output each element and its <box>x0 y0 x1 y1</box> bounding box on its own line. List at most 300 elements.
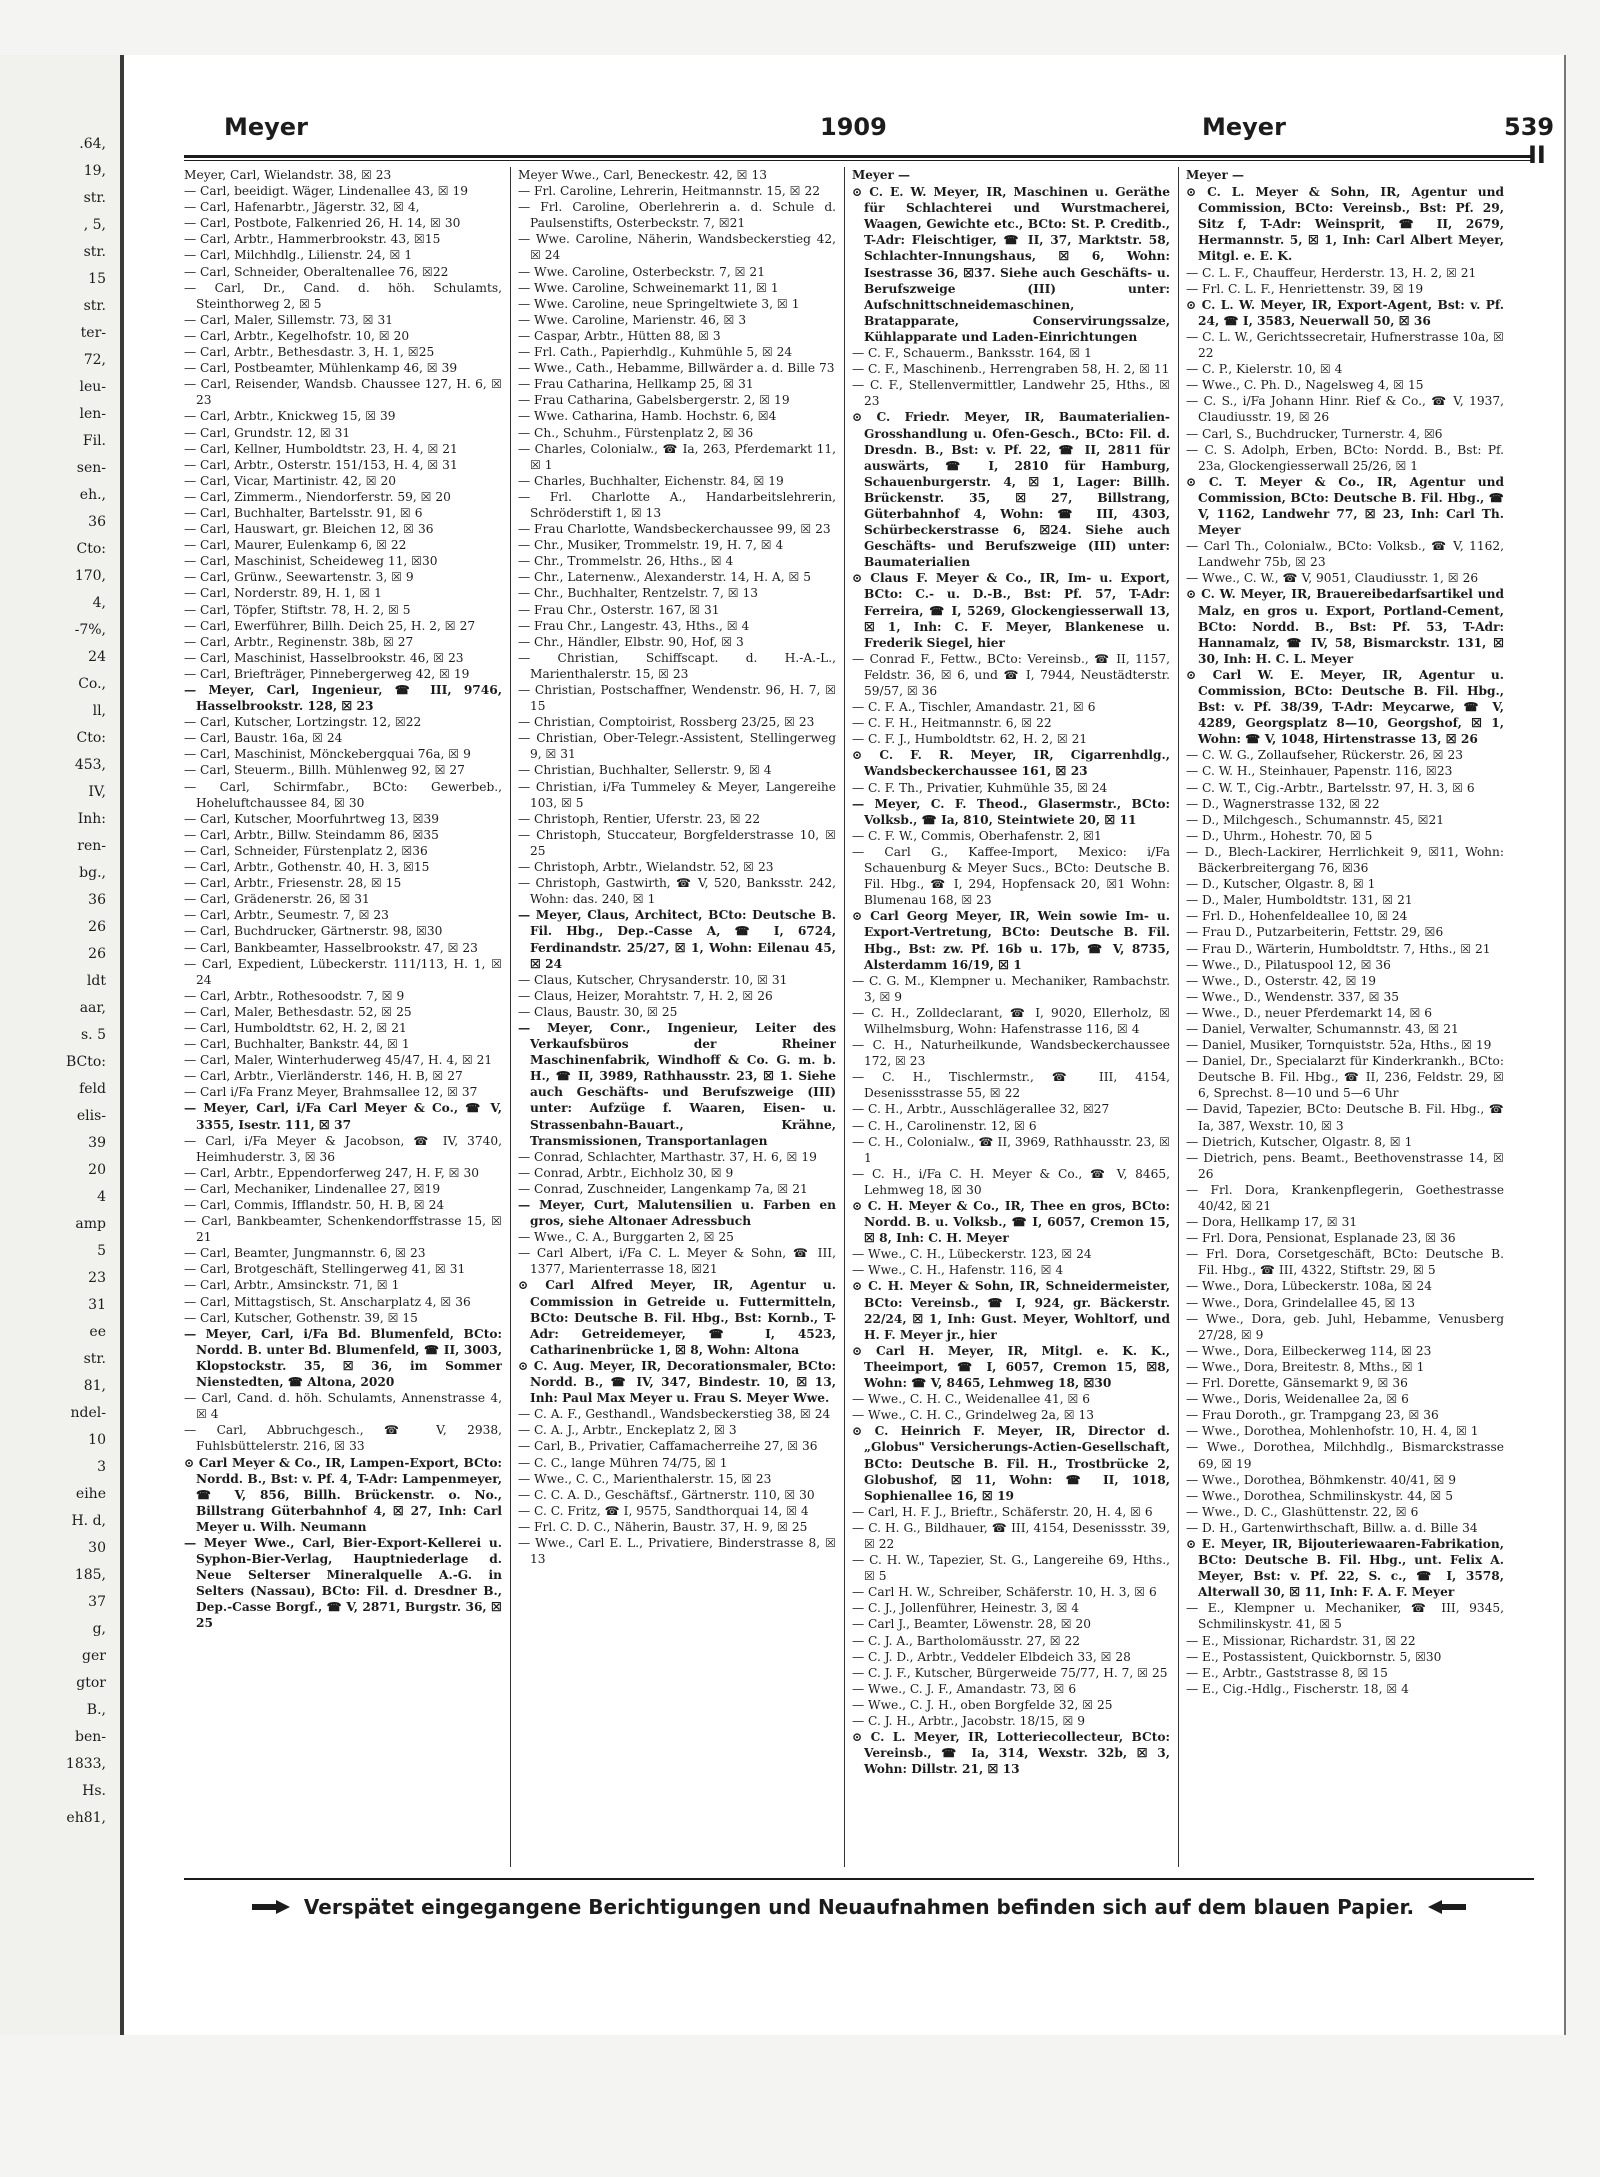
margin-fragment: Cto: <box>76 730 106 746</box>
directory-entry: — Wwe., C. C., Marienthalerstr. 15, ☒ 23 <box>518 1471 772 1486</box>
directory-entry: — C. H. W., Tapezier, St. G., Langereihe 69, Hths., ☒ 5 <box>852 1553 1170 1584</box>
margin-fragment: ren- <box>77 838 106 854</box>
margin-fragment: ldt <box>86 973 106 989</box>
directory-entry: — C. S., i/Fa Johann Hinr. Rief & Co., ☎ V, 1937, Claudiusstr. 19, ☒ 26 <box>1186 394 1504 425</box>
directory-entry: — C. F. A., Tischler, Amandastr. 21, ☒ 6 <box>852 700 1096 715</box>
directory-entry: — Wwe., Doris, Weidenallee 2a, ☒ 6 <box>1186 1392 1409 1407</box>
directory-entry: — Carl, Postbote, Falkenried 26, H. 14, ☒ 30 <box>184 216 461 231</box>
directory-entry: — Carl, Baustr. 16a, ☒ 24 <box>184 731 343 746</box>
directory-entry: — Carl, Buchhalter, Bankstr. 44, ☒ 1 <box>184 1037 410 1052</box>
directory-entry: — Conrad, Schlachter, Marthastr. 37, H. 6, ☒ 19 <box>518 1149 817 1164</box>
directory-entry: — Carl, Arbtr., Gothenstr. 40, H. 3, ☒15 <box>184 860 430 875</box>
directory-entry: — Carl, Kutscher, Lortzingstr. 12, ☒22 <box>184 715 422 730</box>
margin-fragment: ll, <box>92 703 106 719</box>
directory-entry: — Daniel, Musiker, Tornquiststr. 52a, Hths., ☒ 19 <box>1186 1038 1492 1053</box>
directory-entry: — Frl. Dora, Pensionat, Esplanade 23, ☒ 36 <box>1186 1231 1456 1246</box>
directory-entry: — Carl, Grünw., Seewartenstr. 3, ☒ 9 <box>184 570 414 585</box>
directory-entry: — Carl, Arbtr., Eppendorferweg 247, H. F, ☒ 30 <box>184 1165 479 1180</box>
directory-entry: — Charles, Buchhalter, Eichenstr. 84, ☒ 19 <box>518 473 784 488</box>
directory-entry: — Wwe., Dora, geb. Juhl, Hebamme, Venusberg 27/28, ☒ 9 <box>1186 1311 1504 1342</box>
margin-fragment: 15 <box>88 271 106 287</box>
directory-entry: — Carl, Maler, Bethesdastr. 52, ☒ 25 <box>184 1004 412 1019</box>
column-2 <box>518 167 836 1867</box>
directory-entry: — C. A. J., Arbtr., Enckeplatz 2, ☒ 3 <box>518 1423 737 1438</box>
margin-fragment: str. <box>83 190 106 206</box>
directory-entry: — Carl, Hafenarbtr., Jägerstr. 32, ☒ 4, <box>184 200 420 215</box>
directory-entry: — Carl J., Beamter, Löwenstr. 28, ☒ 20 <box>852 1617 1092 1632</box>
directory-entry: — Meyer, Carl, i/Fa Bd. Blumenfeld, BCto: Nordd. B. unter Bd. Blumenfeld, ☎ II, 3003, Klopstockstr. 35, ☒ 36, im Sommer Nienstedten, ☎ Altona, 2020 <box>184 1326 502 1390</box>
footer <box>184 1887 1534 1927</box>
directory-entry: — Wwe., C. H., Hafenstr. 116, ☒ 4 <box>852 1263 1064 1278</box>
directory-entry: ⊙ E. Meyer, IR, Bijouteriewaaren-Fabrikation, BCto: Deutsche B. Fil. Hbg., unt. Felix A. Meyer, Bst: v. Pf. 22, S. c., ☎ I, 3578, Alterwall 30, ☒ 11, Inh: F. A. F. Meyer <box>1186 1536 1504 1600</box>
directory-entry: — Christian, Ober-Telegr.-Assistent, Stellingerweg 9, ☒ 31 <box>518 731 836 762</box>
directory-entry: — C. W. G., Zollaufseher, Rückerstr. 26, ☒ 23 <box>1186 748 1463 763</box>
directory-entry: — Carl, Maler, Sillemstr. 73, ☒ 31 <box>184 312 393 327</box>
directory-entry: — Carl, Brotgeschäft, Stellingerweg 41, ☒ 31 <box>184 1262 466 1277</box>
directory-entry: — D., Milchgesch., Schumannstr. 45, ☒21 <box>1186 812 1445 827</box>
directory-entry: — Frl. Dora, Krankenpflegerin, Goethestrasse 40/42, ☒ 21 <box>1186 1182 1504 1213</box>
directory-entry: — C. F. W., Commis, Oberhafenstr. 2, ☒1 <box>852 828 1102 843</box>
directory-entry: ⊙ C. Heinrich F. Meyer, IR, Director d. „Globus" Versicherungs-Actien-Gesellschaft, BCto: Deutsche B. Fil. H., Trostbrücke 2, Globushof, ☒ 11, Wohn: ☎ II, 1018, Sophienallee 16, ☒ 19 <box>852 1424 1170 1503</box>
margin-fragment: 36 <box>88 892 106 908</box>
directory-entry: — Frau Catharina, Gabelsbergerstr. 2, ☒ 19 <box>518 393 790 408</box>
directory-entry: — Wwe., D., Wendenstr. 337, ☒ 35 <box>1186 989 1399 1004</box>
directory-entry: — Daniel, Dr., Specialarzt für Kinderkrankh., BCto: Deutsche B. Fil. Hbg., ☎ II, 236, Feldstr. 29, ☒ 6, Sprechst. 8—10 und 5—6 Uhr <box>1186 1054 1504 1101</box>
directory-entry: — C. H., Zolldeclarant, ☎ I, 9020, Ellerholz, ☒ Wilhelmsburg, Wohn: Hafenstrasse 116, ☒ 4 <box>852 1005 1170 1036</box>
directory-entry: — Carl, Arbtr., Hammerbrookstr. 43, ☒15 <box>184 232 441 247</box>
directory-entry: — C. C. A. D., Geschäftsf., Gärtnerstr. 110, ☒ 30 <box>518 1487 815 1502</box>
running-head <box>184 113 1555 169</box>
directory-entry: — C. F. Th., Privatier, Kuhmühle 35, ☒ 24 <box>852 780 1108 795</box>
directory-entry: — Carl, Milchhdlg., Lilienstr. 24, ☒ 1 <box>184 248 413 263</box>
margin-fragment: 39 <box>88 1135 106 1151</box>
directory-entry: — Christoph, Arbtr., Wielandstr. 52, ☒ 23 <box>518 860 774 875</box>
directory-entry: — C. C. Fritz, ☎ I, 9575, Sandthorquai 14, ☒ 4 <box>518 1503 809 1518</box>
directory-entry: — Frau D., Wärterin, Humboldtstr. 7, Hths., ☒ 21 <box>1186 941 1491 956</box>
directory-entry: — Wwe., Dora, Grindelallee 45, ☒ 13 <box>1186 1295 1415 1310</box>
directory-entry: — Dietrich, pens. Beamt., Beethovenstrasse 14, ☒ 26 <box>1186 1150 1504 1181</box>
column-heading: Meyer — <box>852 168 911 182</box>
directory-entry: — Carl, Beamter, Jungmannstr. 6, ☒ 23 <box>184 1246 426 1261</box>
directory-entry: — Carl, i/Fa Meyer & Jacobson, ☎ IV, 3740, Heimhuderstr. 3, ☒ 36 <box>184 1133 502 1164</box>
directory-entry: — Meyer, Conr., Ingenieur, Leiter des Verkaufsbüros der Rheiner Maschinenfabrik, Windhoff & Co. G. m. b. H., ☎ II, 3989, Rathhausstr. 23, ☒ 1. Siehe auch Geschäfts- und Berufszweige (III) unter: Aufzüge f. Waaren, Eisen- u. Strassenbahn-Bauart., Krähne, Transmissionen, Transportanlagen <box>518 1020 836 1148</box>
margin-fragment: 37 <box>88 1594 106 1610</box>
directory-entry: — Frau Doroth., gr. Trampgang 23, ☒ 36 <box>1186 1408 1439 1423</box>
directory-entry: — Christian, Schiffscapt. d. H.-A.-L., Marienthalerstr. 15, ☒ 23 <box>518 650 836 681</box>
directory-entry: ⊙ C. W. Meyer, IR, Brauereibedarfsartikel und Malz, en gros u. Export, Portland-Cement, BCto: Nordd. B., Bst: Pf. 53, T-Adr: Hannamalz, ☎ IV, 58, Bismarckstr. 131, ☒ 30, Inh: H. C. L. Meyer <box>1186 587 1504 666</box>
directory-entry: — Wwe. Caroline, Osterbeckstr. 7, ☒ 21 <box>518 264 765 279</box>
column-1 <box>184 167 502 1867</box>
margin-fragment: 185, <box>74 1567 106 1583</box>
margin-fragment: eihe <box>75 1486 106 1502</box>
margin-fragment: gtor <box>76 1675 106 1691</box>
directory-page <box>124 55 1566 2035</box>
directory-entry: — Carl Albert, i/Fa C. L. Meyer & Sohn, ☎ III, 1377, Marienterrasse 18, ☒21 <box>518 1246 836 1277</box>
directory-entry: — Carl, Kutscher, Moorfuhrtweg 13, ☒39 <box>184 811 440 826</box>
directory-entry: — Christoph, Rentier, Uferstr. 23, ☒ 22 <box>518 811 761 826</box>
directory-entry: Meyer Wwe., Carl, Beneckestr. 42, ☒ 13 <box>518 168 767 182</box>
directory-entry: — Claus, Kutscher, Chrysanderstr. 10, ☒ 31 <box>518 972 788 987</box>
directory-entry: — Carl, Arbtr., Friesenstr. 28, ☒ 15 <box>184 876 402 891</box>
directory-entry: — Wwe., D., Osterstr. 42, ☒ 19 <box>1186 973 1376 988</box>
directory-entry: — Wwe., C. W., ☎ V, 9051, Claudiusstr. 1, ☒ 26 <box>1186 571 1479 586</box>
directory-entry: — Carl, Kellner, Humboldtstr. 23, H. 4, ☒ 21 <box>184 441 458 456</box>
margin-fragment: 10 <box>88 1432 106 1448</box>
directory-entry: — C. F., Stellenvermittler, Landwehr 25, Hths., ☒ 23 <box>852 378 1170 409</box>
directory-entry: — C. J. D., Arbtr., Veddeler Elbdeich 33, ☒ 28 <box>852 1649 1131 1664</box>
margin-fragment: Co., <box>78 676 106 692</box>
directory-entry: — Frau Charlotte, Wandsbeckerchaussee 99, ☒ 23 <box>518 522 831 537</box>
margin-fragment: .64, <box>79 136 106 152</box>
directory-entry: — C. H., i/Fa C. H. Meyer & Co., ☎ V, 8465, Lehmweg 18, ☒ 30 <box>852 1166 1170 1197</box>
directory-entry: — Carl, Arbtr., Billw. Steindamm 86, ☒35 <box>184 827 439 842</box>
directory-entry: — C. J., Jollenführer, Heinestr. 3, ☒ 4 <box>852 1601 1080 1616</box>
directory-entry: — C. H., Naturheilkunde, Wandsbeckerchaussee 172, ☒ 23 <box>852 1038 1170 1069</box>
margin-fragment: aar, <box>79 1000 106 1016</box>
column-divider <box>1178 167 1179 1867</box>
margin-fragment: B., <box>86 1702 106 1718</box>
margin-fragment: ndel- <box>70 1405 106 1421</box>
margin-fragment: bg., <box>79 865 106 881</box>
directory-entry: ⊙ C. H. Meyer & Co., IR, Thee en gros, BCto: Nordd. B. u. Volksb., ☎ I, 6057, Cremon 15, ☒ 8, Inh: C. H. Meyer <box>852 1199 1170 1246</box>
directory-entry: — D. H., Gartenwirthschaft, Billw. a. d. Bille 34 <box>1186 1520 1478 1535</box>
directory-entry: — Carl, Steuerm., Billh. Mühlenweg 92, ☒ 27 <box>184 763 465 778</box>
directory-entry: — Wwe., Dora, Eilbeckerweg 114, ☒ 23 <box>1186 1343 1432 1358</box>
directory-entry: — Carl Th., Colonialw., BCto: Volksb., ☎ V, 1162, Landwehr 75b, ☒ 23 <box>1186 539 1504 570</box>
directory-entry: — Wwe., D., neuer Pferdemarkt 14, ☒ 6 <box>1186 1005 1433 1020</box>
header-left-name: Meyer <box>224 113 308 141</box>
directory-entry: — Carl, Arbtr., Osterstr. 151/153, H. 4, ☒ 31 <box>184 457 458 472</box>
directory-entry: — C. H., Carolinenstr. 12, ☒ 6 <box>852 1118 1037 1133</box>
column-divider <box>510 167 511 1867</box>
column-3 <box>852 167 1170 1867</box>
directory-entry: — Claus, Heizer, Morahtstr. 7, H. 2, ☒ 26 <box>518 988 773 1003</box>
directory-entry: — Christoph, Stuccateur, Borgfelderstrasse 10, ☒ 25 <box>518 827 836 858</box>
directory-entry: — C. S. Adolph, Erben, BCto: Nordd. B., Bst: Pf. 23a, Glockengiesserwall 25/26, ☒ 1 <box>1186 442 1504 473</box>
directory-entry: — Carl, Norderstr. 89, H. 1, ☒ 1 <box>184 586 382 601</box>
margin-fragment: 4, <box>92 595 106 611</box>
directory-entry: — Carl, Arbtr., Amsinckstr. 71, ☒ 1 <box>184 1278 400 1293</box>
directory-entry: — Carl, Maurer, Eulenkamp 6, ☒ 22 <box>184 538 407 553</box>
directory-entry: — Conrad F., Fettw., BCto: Vereinsb., ☎ II, 1157, Feldstr. 36, ☒ 6, und ☎ I, 7944, Neustädterstr. 59/57, ☒ 36 <box>852 651 1170 698</box>
margin-fragment: eh., <box>79 487 106 503</box>
margin-fragment: ger <box>82 1648 106 1664</box>
directory-entry: — Carl, Mechaniker, Lindenallee 27, ☒19 <box>184 1181 441 1196</box>
directory-entry: — Wwe., D., Pilatuspool 12, ☒ 36 <box>1186 957 1391 972</box>
directory-entry: — Carl, Humboldtstr. 62, H. 2, ☒ 21 <box>184 1020 407 1035</box>
margin-fragment: str. <box>83 1351 106 1367</box>
header-year: 1909 <box>820 113 887 141</box>
margin-fragment: 24 <box>88 649 106 665</box>
directory-entry: — E., Missionar, Richardstr. 31, ☒ 22 <box>1186 1633 1416 1648</box>
directory-entry: — Frau D., Putzarbeiterin, Fettstr. 29, ☒6 <box>1186 925 1444 940</box>
margin-fragment: eh81, <box>66 1810 106 1826</box>
directory-entry: — C. F., Maschinenb., Herrengraben 58, H. 2, ☒ 11 <box>852 362 1170 377</box>
directory-entry: — D., Kutscher, Olgastr. 8, ☒ 1 <box>1186 877 1376 892</box>
margin-fragment: 19, <box>83 163 106 179</box>
directory-entry: — Carl, Abbruchgesch., ☎ V, 2938, Fuhlsbüttelerstr. 216, ☒ 33 <box>184 1423 502 1454</box>
directory-entry: — Meyer, Curt, Malutensilien u. Farben en gros, siehe Altonaer Adressbuch <box>518 1198 836 1229</box>
directory-entry: ⊙ Carl H. Meyer, IR, Mitgl. e. K. K., Theeimport, ☎ I, 6057, Cremon 15, ☒8, Wohn: ☎ V, 8465, Lehmweg 18, ☒30 <box>852 1343 1170 1391</box>
directory-entry: — Meyer, Claus, Architect, BCto: Deutsche B. Fil. Hbg., Dep.-Casse A, ☎ I, 6724, Ferdinandstr. 25/27, ☒ 1, Wohn: Eilenau 45, ☒ 24 <box>518 908 836 971</box>
page-number: 539—II <box>1504 113 1555 169</box>
directory-entry: Meyer, Carl, Wielandstr. 38, ☒ 23 <box>184 168 392 182</box>
header-right-name: Meyer <box>1202 113 1286 141</box>
directory-entry: — Carl, Arbtr., Vierländerstr. 146, H. B, ☒ 27 <box>184 1069 463 1084</box>
directory-entry: — Wwe., Carl E. L., Privatiere, Binderstrasse 8, ☒ 13 <box>518 1535 836 1567</box>
directory-entry: — Wwe., C. H. C., Weidenallee 41, ☒ 6 <box>852 1392 1091 1407</box>
directory-entry: ⊙ Carl Alfred Meyer, IR, Agentur u. Commission in Getreide u. Futtermitteln, BCto: Deutsche B. Fil. Hbg., Bst: Kornb., T-Adr: Getreidemeyer, ☎ I, 4523, Catharinenbrücke 1, ☒ 8, Wohn: Altona <box>518 1278 836 1357</box>
directory-entry: ⊙ C. Aug. Meyer, IR, Decorationsmaler, BCto: Nordd. B., ☎ IV, 347, Bindestr. 10, ☒ 13, Inh: Paul Max Meyer u. Frau S. Meyer Wwe. <box>518 1358 836 1406</box>
directory-entry: — Chr., Laternenw., Alexanderstr. 14, H. A, ☒ 5 <box>518 570 812 585</box>
directory-entry: — Carl, Grundstr. 12, ☒ 31 <box>184 425 351 440</box>
directory-entry: — Wwe. Catharina, Hamb. Hochstr. 6, ☒4 <box>518 409 777 424</box>
directory-entry: — C. G. M., Klempner u. Mechaniker, Rambachstr. 3, ☒ 9 <box>852 973 1170 1004</box>
directory-entry: — Carl, Postbeamter, Mühlenkamp 46, ☒ 39 <box>184 361 458 376</box>
directory-entry: — Carl, Vicar, Martinistr. 42, ☒ 20 <box>184 473 396 488</box>
directory-entry: — Carl, Schneider, Oberaltenallee 76, ☒22 <box>184 264 449 279</box>
margin-fragment: 4 <box>97 1189 106 1205</box>
pointing-hand-left-icon <box>1426 1898 1468 1916</box>
directory-entry: — C. L. W., Gerichtssecretair, Hufnerstrasse 10a, ☒ 22 <box>1186 329 1504 361</box>
directory-entry: — Dora, Hellkamp 17, ☒ 31 <box>1186 1215 1358 1230</box>
directory-entry: — Frl. Dorette, Gänsemarkt 9, ☒ 36 <box>1186 1376 1408 1391</box>
directory-entry: — Charles, Colonialw., ☎ Ia, 263, Pferdemarkt 11, ☒ 1 <box>518 441 836 472</box>
margin-fragment: 1833, <box>65 1756 106 1772</box>
directory-entry: — Wwe., Dorothea, Böhmkenstr. 40/41, ☒ 9 <box>1186 1472 1457 1487</box>
directory-entry: — Wwe., Dorothea, Milchhdlg., Bismarckstrasse 69, ☒ 19 <box>1186 1440 1504 1471</box>
directory-entry: — C. H., Tischlermstr., ☎ III, 4154, Desenissstrasse 55, ☒ 22 <box>852 1070 1170 1101</box>
directory-entry: ⊙ C. T. Meyer & Co., IR, Agentur und Commission, BCto: Deutsche B. Fil. Hbg., ☎ V, 1162, Landwehr 77, ☒ 23, Inh: Carl Th. Meyer <box>1186 474 1504 538</box>
directory-entry: — C. J. A., Bartholomäusstr. 27, ☒ 22 <box>852 1633 1081 1648</box>
directory-entry: — Wwe., C. J. F., Amandastr. 73, ☒ 6 <box>852 1681 1077 1696</box>
directory-entry: — C. L. F., Chauffeur, Herderstr. 13, H. 2, ☒ 21 <box>1186 265 1477 280</box>
directory-entry: — Wwe., C. Ph. D., Nagelsweg 4, ☒ 15 <box>1186 378 1424 393</box>
directory-entry: — Carl, Arbtr., Reginenstr. 38b, ☒ 27 <box>184 634 414 649</box>
margin-fragment: 20 <box>88 1162 106 1178</box>
directory-entry: — Chr., Musiker, Trommelstr. 19, H. 7, ☒ 4 <box>518 538 784 553</box>
directory-entry: — C. C., lange Mühren 74/75, ☒ 1 <box>518 1455 728 1470</box>
margin-fragment: ben- <box>75 1729 106 1745</box>
directory-entry: — C. H., Arbtr., Ausschlägerallee 32, ☒27 <box>852 1102 1110 1117</box>
directory-entry: — Carl, Arbtr., Knickweg 15, ☒ 39 <box>184 409 396 424</box>
directory-entry: — Wwe., Dorothea, Schmilinskystr. 44, ☒ 5 <box>1186 1488 1453 1503</box>
directory-entry: ⊙ Carl Georg Meyer, IR, Wein sowie Im- u. Export-Vertretung, BCto: Deutsche B. Fil. Hbg., Bst: zw. Pf. 16b u. 17b, ☎ V, 8735, Alsterdamm 16/19, ☒ 1 <box>852 909 1170 972</box>
directory-entry: — Carl, Schirmfabr., BCto: Gewerbeb., Hoheluftchaussee 84, ☒ 30 <box>184 779 502 810</box>
directory-entry: — Daniel, Verwalter, Schumannstr. 43, ☒ 21 <box>1186 1021 1459 1036</box>
directory-entry: — Frl. C. L. F., Henriettenstr. 39, ☒ 19 <box>1186 281 1424 296</box>
directory-entry: — C. J. H., Arbtr., Jacobstr. 18/15, ☒ 9 <box>852 1714 1085 1728</box>
margin-fragment: ee <box>89 1324 106 1340</box>
directory-entry: — Frau Chr., Osterstr. 167, ☒ 31 <box>518 602 720 617</box>
margin-fragment: Hs. <box>82 1783 106 1799</box>
directory-entry: ⊙ Carl W. E. Meyer, IR, Agentur u. Commission, BCto: Deutsche B. Fil. Hbg., Bst: v. Pf. 38/39, T-Adr: Meycarwe, ☎ V, 4289, Georgsplatz 8—10, Georgshof, ☒ 1, Wohn: ☎ V, 1048, Hirtenstrasse 13, ☒ 26 <box>1186 667 1504 747</box>
margin-fragment: -7%, <box>74 622 106 638</box>
directory-entry: — Carl, Schneider, Fürstenplatz 2, ☒36 <box>184 843 428 858</box>
margin-fragment: ter- <box>80 325 106 341</box>
directory-entry: — Dietrich, Kutscher, Olgastr. 8, ☒ 1 <box>1186 1134 1413 1149</box>
margin-fragment: 30 <box>88 1540 106 1556</box>
directory-entry: — Christian, i/Fa Tummeley & Meyer, Langereihe 103, ☒ 5 <box>518 779 836 810</box>
directory-entry: — Carl, Ewerführer, Billh. Deich 25, H. 2, ☒ 27 <box>184 618 476 633</box>
margin-fragment: 453, <box>74 757 106 773</box>
directory-entry: — C. F. J., Humboldtstr. 62, H. 2, ☒ 21 <box>852 732 1088 747</box>
directory-entry: — Frl. Charlotte A., Handarbeitslehrerin, Schröderstift 1, ☒ 13 <box>518 489 836 520</box>
directory-entry: — Christian, Postschaffner, Wendenstr. 96, H. 7, ☒ 15 <box>518 683 836 714</box>
margin-fragment: 5 <box>97 1243 106 1259</box>
directory-entry: — D., Blech-Lackirer, Herrlichkeit 9, ☒11, Wohn: Bäckerbreitergang 76, ☒36 <box>1186 844 1504 876</box>
margin-fragment: 81, <box>83 1378 106 1394</box>
directory-entry: — C. W. H., Steinhauer, Papenstr. 116, ☒23 <box>1186 764 1453 779</box>
directory-entry: — Frl. Caroline, Lehrerin, Heitmannstr. 15, ☒ 22 <box>518 184 820 199</box>
directory-entry: — C. F. H., Heitmannstr. 6, ☒ 22 <box>852 716 1052 731</box>
directory-entry: — C. H. G., Bildhauer, ☎ III, 4154, Desenissstr. 39, ☒ 22 <box>852 1520 1170 1551</box>
directory-entry: — Frau Catharina, Hellkamp 25, ☒ 31 <box>518 377 754 392</box>
directory-entry: — Christoph, Gastwirth, ☎ V, 520, Banksstr. 242, Wohn: das. 240, ☒ 1 <box>518 876 836 907</box>
margin-fragment: Cto: <box>76 541 106 557</box>
directory-entry: — Carl i/Fa Franz Meyer, Brahmsallee 12, ☒ 37 <box>184 1085 478 1100</box>
directory-entry: — Carl, Reisender, Wandsb. Chaussee 127, H. 6, ☒ 23 <box>184 377 502 408</box>
margin-fragment: 170, <box>74 568 106 584</box>
directory-entry: — Carl, Buchdrucker, Gärtnerstr. 98, ☒30 <box>184 924 443 939</box>
margin-fragment: g, <box>92 1621 106 1637</box>
directory-entry: — Frl. Dora, Corsetgeschäft, BCto: Deutsche B. Fil. Hbg., ☎ III, 4322, Stiftstr. 29, ☒ 5 <box>1186 1247 1504 1278</box>
directory-entry: — Frau Chr., Langestr. 43, Hths., ☒ 4 <box>518 618 750 633</box>
directory-entry: — Chr., Buchhalter, Rentzelstr. 7, ☒ 13 <box>518 586 759 601</box>
margin-fragment: leu- <box>79 379 106 395</box>
directory-entry: — C. W. T., Cig.-Arbtr., Bartelsstr. 97, H. 3, ☒ 6 <box>1186 780 1475 795</box>
directory-entry: — E., Cig.-Hdlg., Fischerstr. 18, ☒ 4 <box>1186 1681 1409 1696</box>
directory-entry: ⊙ C. L. Meyer & Sohn, IR, Agentur und Commission, BCto: Vereinsb., Bst: Pf. 29, Sitz f, T-Adr: Weinsprit, ☎ II, 2679, Hermannstr. 5, ☒ 1, Inh: Carl Albert Meyer, Mitgl. e. E. K. <box>1186 185 1504 264</box>
directory-entry: — Carl, beeidigt. Wäger, Lindenallee 43, ☒ 19 <box>184 184 469 199</box>
directory-entry: ⊙ C. L. W. Meyer, IR, Export-Agent, Bst: v. Pf. 24, ☎ I, 3583, Neuerwall 50, ☒ 36 <box>1186 297 1504 328</box>
margin-fragment: amp <box>75 1216 106 1232</box>
directory-entry: — C. A. F., Gesthandl., Wandsbeckerstieg 38, ☒ 24 <box>518 1407 831 1422</box>
directory-entry: — Carl, Cand. d. höh. Schulamts, Annenstrasse 4, ☒ 4 <box>184 1391 502 1422</box>
directory-entry: — D., Uhrm., Hohestr. 70, ☒ 5 <box>1186 828 1373 843</box>
directory-entry: — E., Postassistent, Quickbornstr. 5, ☒30 <box>1186 1649 1442 1664</box>
directory-entry: — Carl, Maschinist, Hasselbrookstr. 46, ☒ 23 <box>184 650 464 665</box>
directory-entry: — C. J. F., Kutscher, Bürgerweide 75/77, H. 7, ☒ 25 <box>852 1665 1168 1680</box>
margin-fragment: 26 <box>88 946 106 962</box>
directory-entry: — Wwe. Caroline, Näherin, Wandsbeckerstieg 42, ☒ 24 <box>518 232 836 263</box>
directory-entry: — Carl, Maler, Winterhuderweg 45/47, H. 4, ☒ 21 <box>184 1053 493 1068</box>
directory-entry: — Wwe. Caroline, Schweinemarkt 11, ☒ 1 <box>518 280 779 295</box>
directory-entry: ⊙ Claus F. Meyer & Co., IR, Im- u. Export, BCto: C.- u. D.-B., Bst: Pf. 57, T-Adr: Ferreira, ☎ I, 5269, Glockengiesserwall 13, ☒ 1, Inh: C. F. Meyer, Blankenese u. Frederik Siegel, hier <box>852 571 1170 650</box>
directory-entry: — Christian, Comptoirist, Rossberg 23/25, ☒ 23 <box>518 715 815 730</box>
footer-notice: Verspätet eingegangene Berichtigungen und Neuaufnahmen befinden sich auf dem blauen Papier. <box>303 1895 1415 1919</box>
margin-fragment: Inh: <box>77 811 106 827</box>
directory-entry: — Conrad, Arbtr., Eichholz 30, ☒ 9 <box>518 1165 734 1180</box>
directory-entry: — Carl, Maschinist, Mönckebergquai 76a, ☒ 9 <box>184 747 471 762</box>
directory-entry: — Carl, Maschinist, Scheideweg 11, ☒30 <box>184 554 438 569</box>
margin-fragment: elis- <box>76 1108 106 1124</box>
margin-fragment: BCto: <box>65 1054 106 1070</box>
directory-entry: — Carl, Buchhalter, Bartelsstr. 91, ☒ 6 <box>184 505 423 520</box>
directory-columns <box>184 167 1566 1877</box>
directory-entry: — Carl, S., Buchdrucker, Turnerstr. 4, ☒6 <box>1186 426 1443 441</box>
directory-entry: — Carl H. W., Schreiber, Schäferstr. 10, H. 3, ☒ 6 <box>852 1585 1157 1600</box>
directory-entry: — Carl, Arbtr., Bethesdastr. 3, H. 1, ☒25 <box>184 345 435 360</box>
column-4 <box>1186 167 1504 1867</box>
column-divider <box>844 167 845 1867</box>
margin-fragment: Fil. <box>82 433 106 449</box>
column-heading: Meyer — <box>1186 168 1245 182</box>
directory-entry: — Wwe., C. J. H., oben Borgfelde 32, ☒ 25 <box>852 1697 1113 1712</box>
directory-entry: — Wwe. Caroline, neue Springeltwiete 3, ☒ 1 <box>518 296 800 311</box>
directory-entry: — Carl, Bankbeamter, Schenkendorffstrasse 15, ☒ 21 <box>184 1214 502 1245</box>
directory-entry: — Carl, Expedient, Lübeckerstr. 111/113, H. 1, ☒ 24 <box>184 956 502 987</box>
directory-entry: — Frl. D., Hohenfeldeallee 10, ☒ 24 <box>1186 909 1408 924</box>
directory-entry: — Carl, Arbtr., Seumestr. 7, ☒ 23 <box>184 908 389 923</box>
margin-fragment: sen- <box>76 460 106 476</box>
directory-entry: ⊙ Carl Meyer & Co., IR, Lampen-Export, BCto: Nordd. B., Bst: v. Pf. 4, T-Adr: Lampenmeyer, ☎ V, 856, Billh. Brückenstr. o. No., Billstrang Güterbahnhof 4, ☒ 27, Inh: Carl Meyer u. Wilh. Neumann <box>184 1455 502 1534</box>
directory-entry: ⊙ C. F. R. Meyer, IR, Cigarrenhdlg., Wandsbeckerchaussee 161, ☒ 23 <box>852 748 1170 779</box>
directory-entry: — Carl, Zimmerm., Niendorferstr. 59, ☒ 20 <box>184 489 451 504</box>
margin-fragment: IV, <box>88 784 106 800</box>
directory-entry: — Frl. Cath., Papierhdlg., Kuhmühle 5, ☒ 24 <box>518 345 793 360</box>
directory-entry: — C. H., Colonialw., ☎ II, 3969, Rathhausstr. 23, ☒ 1 <box>852 1134 1170 1165</box>
directory-entry: — Frl. Caroline, Oberlehrerin a. d. Schule d. Paulsenstifts, Osterbeckstr. 7, ☒21 <box>518 200 836 231</box>
previous-page-edge <box>0 55 124 2035</box>
directory-entry: — Carl, H. F. J., Brieftr., Schäferstr. 20, H. 4, ☒ 6 <box>852 1504 1153 1519</box>
directory-entry: — Meyer Wwe., Carl, Bier-Export-Kellerei u. Syphon-Bier-Verlag, Hauptniederlage d. Neue Selterser Mineralquelle A.-G. in Selters (Nassau), BCto: Fil. d. Dresdner B., Dep.-Casse Borgf., ☎ V, 2871, Burgstr. 36, ☒ 25 <box>184 1535 502 1631</box>
directory-entry: — C. P., Kielerstr. 10, ☒ 4 <box>1186 362 1343 377</box>
margin-fragment: str. <box>83 244 106 260</box>
margin-fragment: 36 <box>88 514 106 530</box>
directory-entry: — Caspar, Arbtr., Hütten 88, ☒ 3 <box>518 328 721 343</box>
directory-entry: — Meyer, Carl, Ingenieur, ☎ III, 9746, Hasselbrookstr. 128, ☒ 23 <box>184 683 502 714</box>
header-double-rule <box>184 155 1534 161</box>
margin-fragment: 31 <box>88 1297 106 1313</box>
margin-fragment: str. <box>83 298 106 314</box>
directory-entry: — D., Wagnerstrasse 132, ☒ 22 <box>1186 796 1380 811</box>
margin-fragment: 23 <box>88 1270 106 1286</box>
directory-entry: — David, Tapezier, BCto: Deutsche B. Fil. Hbg., ☎ Ia, 387, Wexstr. 10, ☒ 3 <box>1186 1102 1504 1133</box>
directory-entry: ⊙ C. L. Meyer, IR, Lotteriecollecteur, BCto: Vereinsb., ☎ Ia, 314, Wexstr. 32b, ☒ 3, Wohn: Dillstr. 21, ☒ 13 <box>852 1730 1170 1777</box>
directory-entry: — Meyer, Carl, i/Fa Carl Meyer & Co., ☎ V, 3355, Isestr. 111, ☒ 37 <box>184 1101 502 1132</box>
pointing-hand-right-icon <box>250 1898 292 1916</box>
margin-fragment: 26 <box>88 919 106 935</box>
directory-entry: — E., Arbtr., Gaststrasse 8, ☒ 15 <box>1186 1665 1388 1680</box>
directory-entry: — Chr., Händler, Elbstr. 90, Hof, ☒ 3 <box>518 634 744 649</box>
directory-entry: — Wwe., C. H., Lübeckerstr. 123, ☒ 24 <box>852 1247 1092 1262</box>
margin-fragment: 3 <box>97 1459 106 1475</box>
directory-entry: — Meyer, C. F. Theod., Glasermstr., BCto: Volksb., ☎ Ia, 810, Steintwiete 20, ☒ 11 <box>852 796 1170 827</box>
directory-entry: — Wwe., D. C., Glashüttenstr. 22, ☒ 6 <box>1186 1504 1419 1519</box>
directory-entry: ⊙ C. E. W. Meyer, IR, Maschinen u. Geräthe für Schlachterei und Wurstmacherei, Waagen, Gewichte etc., BCto: St. P. Creditb., T-Adr: Fleischtiger, ☎ II, 37, Marktstr. 58, Schlachter-Innungshaus, ☒ 6, Wohn: Isestrasse 36, ☒37. Siehe auch Geschäfts- u. Berufszweige (III) unter: Aufschnittschneidemaschinen, Bratapparate, Conservirungssalze, Kühlapparate und Laden-Einrichtungen <box>852 185 1170 344</box>
directory-entry: — Carl, Arbtr., Rothesoodstr. 7, ☒ 9 <box>184 988 405 1003</box>
margin-fragment: H. d, <box>71 1513 106 1529</box>
directory-entry: ⊙ C. Friedr. Meyer, IR, Baumaterialien-Grosshandlung u. Ofen-Gesch., BCto: Fil. d. Dresdn. B., Bst: v. Pf. 22, ☎ II, 2811 für auswärts, ☎ I, 2810 für Hamburg, Schauenburgerstr. 4, ☒ 1, Lager: Billh. Brückenstr. 35, ☒ 27, Billstrang, Güterbahnhof 4, Wohn: ☎ III, 4303, Schürbeckerstrasse 6, ☒24. Siehe auch Geschäfts- und Berufszweige (III) unter: Baumaterialien <box>852 410 1170 570</box>
footer-rule <box>184 1878 1534 1880</box>
directory-entry: — Carl, Kutscher, Gothenstr. 39, ☒ 15 <box>184 1310 418 1325</box>
directory-entry: — Carl, Mittagstisch, St. Anscharplatz 4, ☒ 36 <box>184 1294 471 1309</box>
directory-entry: — Chr., Trommelstr. 26, Hths., ☒ 4 <box>518 554 734 569</box>
margin-fragment: feld <box>79 1081 106 1097</box>
directory-entry: — Carl, B., Privatier, Caffamacherreihe 27, ☒ 36 <box>518 1439 818 1454</box>
directory-entry: — Frl. C. D. C., Näherin, Baustr. 37, H. 9, ☒ 25 <box>518 1519 808 1534</box>
directory-entry: — Carl, Arbtr., Kegelhofstr. 10, ☒ 20 <box>184 328 410 343</box>
directory-entry: — C. F., Schauerm., Banksstr. 164, ☒ 1 <box>852 346 1092 361</box>
directory-entry: — Carl, Hauswart, gr. Bleichen 12, ☒ 36 <box>184 522 434 537</box>
directory-entry: — Conrad, Zuschneider, Langenkamp 7a, ☒ 21 <box>518 1181 808 1196</box>
directory-entry: — Christian, Buchhalter, Sellerstr. 9, ☒ 4 <box>518 763 772 778</box>
directory-entry: — Carl, Grädenerstr. 26, ☒ 31 <box>184 892 370 907</box>
directory-entry: — Wwe., Dora, Lübeckerstr. 108a, ☒ 24 <box>1186 1279 1432 1294</box>
directory-entry: — Wwe., Cath., Hebamme, Billwärder a. d. Bille 73 <box>518 361 835 376</box>
margin-fragment: len- <box>79 406 106 422</box>
